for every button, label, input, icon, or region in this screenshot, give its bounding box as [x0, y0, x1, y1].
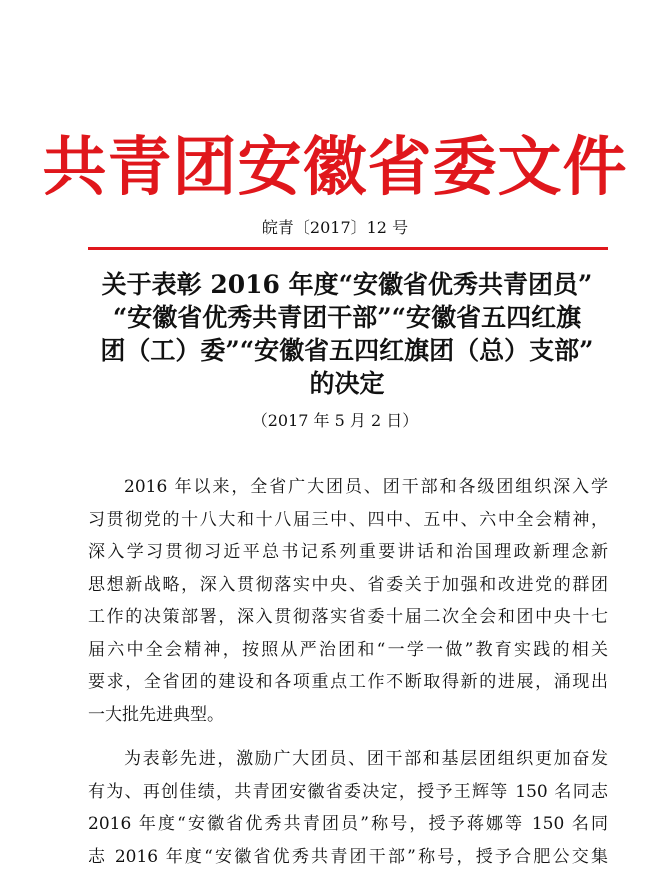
body-line: 届六中全会精神，按照从严治团和“一学一做”教育实践的相关: [88, 639, 608, 660]
document-date: （2017 年 5 月 2 日）: [251, 411, 419, 430]
body-line: 有为、再创佳绩，共青团安徽省委决定，授予王辉等 150 名同志: [88, 781, 608, 802]
body-line: 2016 年以来，全省广大团员、团干部和各级团组织深入学: [124, 477, 608, 497]
body-line: 工作的决策部署，深入贯彻落实省委十届二次全会和团中央十七: [88, 607, 608, 627]
red-divider-rule: [88, 247, 608, 250]
body-line: 志 2016 年度“安徽省优秀共青团干部”称号，授予合肥公交集: [88, 846, 608, 867]
paragraph-1: [88, 471, 608, 731]
document-masthead: 共青团安徽省委文件: [42, 131, 628, 205]
document-body: [88, 471, 608, 873]
document-number: 皖青〔2017〕12 号: [261, 218, 409, 237]
paragraph-2: [88, 743, 608, 873]
title-line: 关于表彰 2016 年度“安徽省优秀共青团员”: [101, 270, 593, 299]
title-line: 的决定: [309, 369, 385, 398]
body-line: 习贯彻党的十八大和十八届三中、四中、五中、六中全会精神，: [88, 509, 608, 530]
body-line: 深入学习贯彻习近平总书记系列重要讲话和治国理政新理念新: [88, 542, 608, 562]
body-line: 思想新战略，深入贯彻落实中央、省委关于加强和改进党的群团: [88, 574, 608, 595]
body-line: 一大批先进典型。: [88, 704, 224, 725]
title-line: 团（工）委”“安徽省五四红旗团（总）支部”: [100, 336, 594, 365]
body-line: 2016 年度“安徽省优秀共青团员”称号，授予蒋娜等 150 名同: [88, 814, 608, 834]
body-line: 要求，全省团的建设和各项重点工作不断取得新的进展，涌现出: [88, 672, 608, 692]
document-title: [82, 268, 612, 400]
title-line: “安徽省优秀共青团干部”“安徽省五四红旗: [112, 303, 582, 332]
body-line: 为表彰先进，激励广大团员、团干部和基层团组织更加奋发: [124, 749, 608, 769]
